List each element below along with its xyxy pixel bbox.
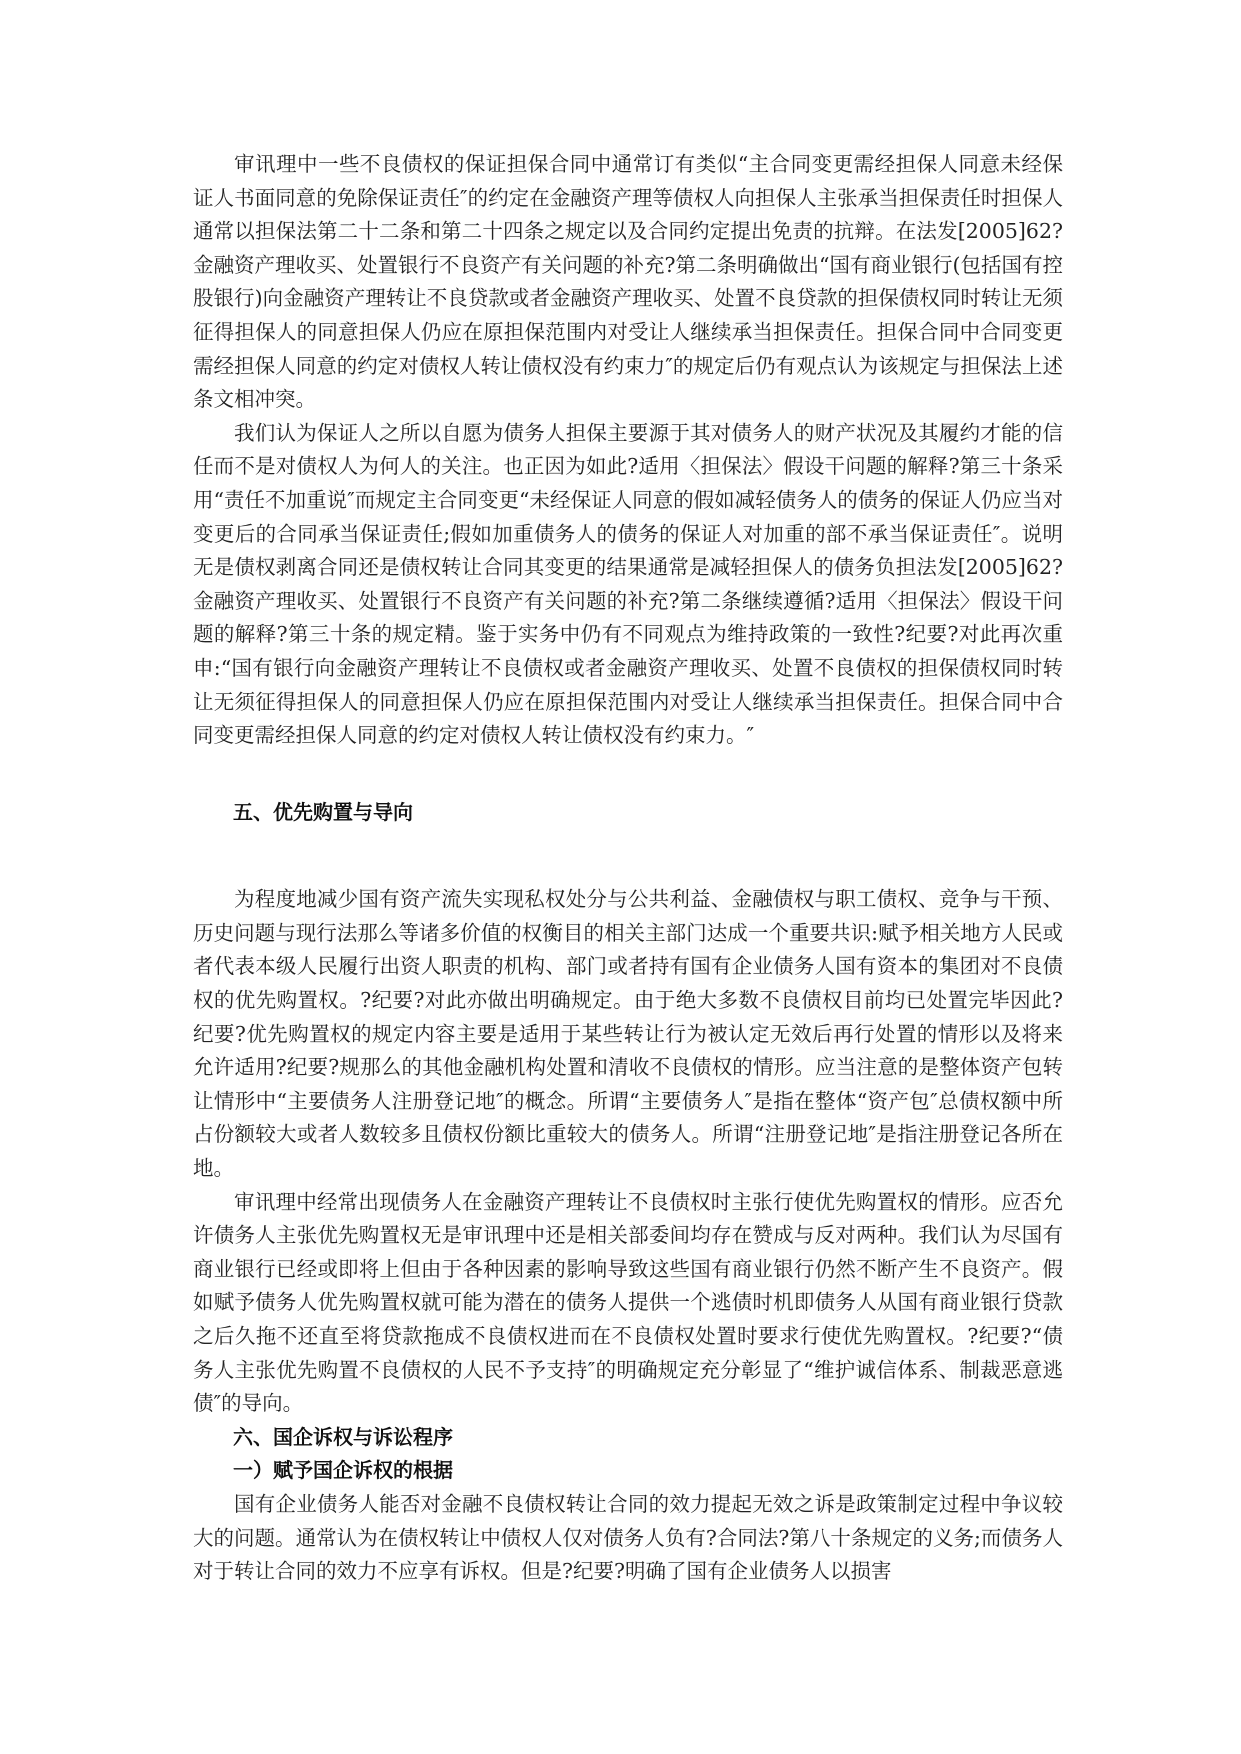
paragraph-litigation-right: 国有企业债务人能否对金融不良债权转让合同的效力提起无效之诉是政策制定过程中争议较大的问题。通常认为在债权转让中债权人仅对债务人负有?合同法?第八十条规定的义务;而债务人对于转让合同的效力不应享有诉权。但是?纪要?明确了国有企业债务人以损害 bbox=[193, 1491, 1063, 1584]
spacer bbox=[193, 829, 1063, 883]
spacer bbox=[193, 753, 1063, 796]
paragraph-priority-purchase-right: 为程度地减少国有资产流失实现私权处分与公共利益、金融债权与职工债权、竞争与干预、历史问题与现行法那么等诸多价值的权衡目的相关主部门达成一个重要共识:赋予相关地方人民或者代表本级人民履行出资人职责的机构、部门或者持有国有企业债务人国有资本的集团对不良债权的优先购置权。?纪要?对此亦做出明确规定。由于绝大多数不良债权目前均已处置完毕因此?纪要?优先购置权的规定内容主要是适用于某些转让行为被认定无效后再行处置的情形以及将来允许适用?纪要?规那么的其他金融机构处置和清收不良债权的情形。应当注意的是整体资产包转让情形中“主要债务人注册登记地″的概念。所谓“主要债务人″是指在整体“资产包″总债权额中所占份额较大或者人数较多且债权份额比重较大的债务人。所谓“注册登记地″是指注册登记各所在地。 bbox=[193, 887, 1063, 1181]
paragraph-guarantor-trust: 我们认为保证人之所以自愿为债务人担保主要源于其对债务人的财产状况及其履约才能的信任而不是对债权人为何人的关注。也正因为如此?适用〈担保法〉假设干问题的解释?第三十条采用“责任不加重说″而规定主合同变更“未经保证人同意的假如减轻债务人的债务的保证人仍应当对变更后的合同承当保证责任;假如加重债务人的债务的保证人对加重的部不承当保证责任″。说明无是债权剥离合同还是债权转让合同其变更的结果通常是减轻担保人的债务负担法发[2005]62?金融资产理收买、处置银行不良资产有关问题的补充?第二条继续遵循?适用〈担保法〉假设干问题的解释?第三十条的规定精。鉴于实务中仍有不同观点为维持政策的一致性?纪要?对此再次重申:“国有银行向金融资产理转让不良债权或者金融资产理收买、处置不良债权的担保债权同时转让无须征得担保人的同意担保人仍应在原担保范围内对受让人继续承当担保责任。担保合同中合同变更需经担保人同意的约定对债权人转让债权没有约束力。″ bbox=[193, 420, 1063, 748]
document-page bbox=[193, 148, 1063, 1589]
subsection-heading-litigation-basis: 一）赋予国企诉权的根据 bbox=[233, 1458, 453, 1483]
paragraph-guarantee-liability: 审讯理中一些不良债权的保证担保合同中通常订有类似“主合同变更需经担保人同意未经保证人书面同意的免除保证责任″的约定在金融资产理等债权人向担保人主张承当担保责任时担保人通常以担保法第二十二条和第二十四条之规定以及合同约定提出免责的抗辩。在法发[2005]62?金融资产理收买、处置银行不良资产有关问题的补充?第二条明确做出“国有商业银行(包括国有控股银行)向金融资产理转让不良贷款或者金融资产理收买、处置不良贷款的担保债权同时转让无须征得担保人的同意担保人仍应在原担保范围内对受让人继续承当担保责任。担保合同中合同变更需经担保人同意的约定对债权人转让债权没有约束力″的规定后仍有观点认为该规定与担保法上述条文相冲突。 bbox=[193, 152, 1063, 412]
paragraph-debtor-priority-purchase: 审讯理中经常出现债务人在金融资产理转让不良债权时主张行使优先购置权的情形。应否允许债务人主张优先购置权无是审讯理中还是相关部委间均存在赞成与反对两种。我们认为尽国有商业银行已经或即将上但由于各种因素的影响导致这些国有商业银行仍然不断产生不良资产。假如赋予债务人优先购置权就可能为潜在的债务人提供一个逃债时机即债务人从国有商业银行贷款之后久拖不还直至将贷款拖成不良债权进而在不良债权处置时要求行使优先购置权。?纪要?“债务人主张优先购置不良债权的人民不予支持″的明确规定充分彰显了“维护诚信体系、制裁恶意逃债″的导向。 bbox=[193, 1189, 1063, 1416]
section-heading-priority-purchase: 五、优先购置与导向 bbox=[233, 799, 413, 824]
section-heading-litigation: 六、国企诉权与诉讼程序 bbox=[233, 1424, 453, 1449]
